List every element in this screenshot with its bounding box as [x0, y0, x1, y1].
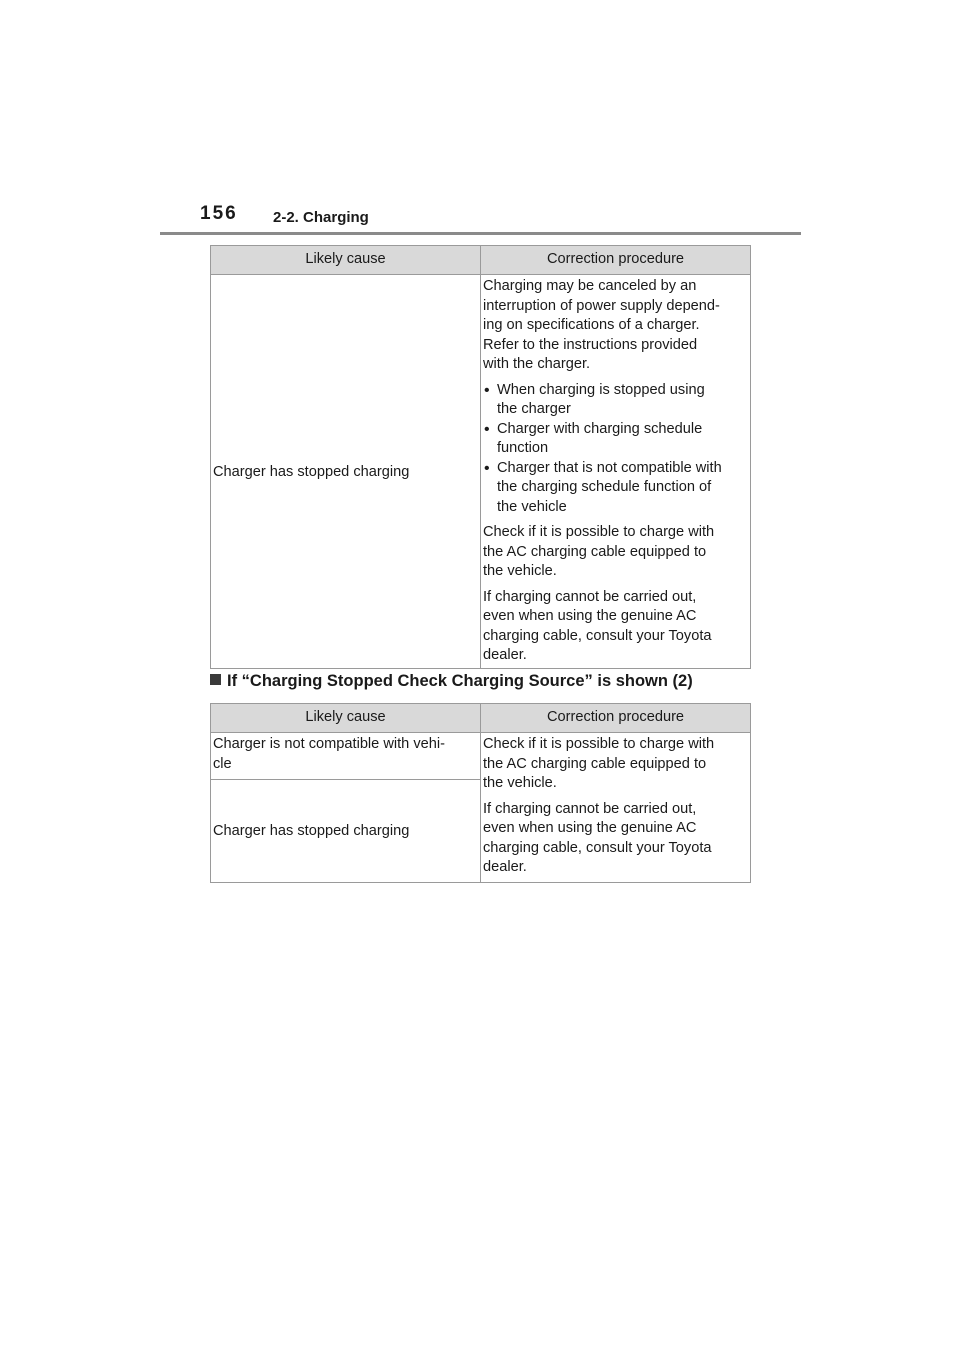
- text-line: function: [497, 440, 549, 456]
- text-line: the charging schedule function of: [497, 479, 712, 495]
- text-line: Charging may be canceled by an: [483, 278, 697, 294]
- check-paragraph: [483, 523, 748, 582]
- table-row: [211, 275, 751, 669]
- text-line: If charging cannot be carried out,: [483, 800, 697, 817]
- correction-procedure-cell: [481, 275, 751, 669]
- text-line: • Charger that is not compatible with: [497, 459, 722, 476]
- text-line: Refer to the instructions provided: [483, 336, 698, 353]
- likely-cause-cell: [211, 275, 481, 669]
- text-line: ing on specifications of a charger.: [483, 317, 700, 333]
- header-correction-procedure: Correction procedure: [481, 704, 751, 733]
- page-number: 156: [200, 203, 238, 224]
- section-subheading: [210, 672, 693, 691]
- text-line: with the charger.: [483, 356, 591, 372]
- bullet-item: [483, 459, 748, 518]
- intro-paragraph: [483, 277, 748, 375]
- text-line: • Charger with charging schedule: [497, 420, 703, 437]
- text-line: the vehicle.: [483, 563, 557, 579]
- text-line: interruption of power supply depend-: [483, 297, 720, 314]
- bullet-item: [483, 420, 748, 459]
- text-line: dealer.: [483, 647, 527, 663]
- troubleshooting-table-2: [210, 703, 751, 883]
- likely-cause-cell: [211, 733, 481, 780]
- text-line: charging cable, consult your Toyota: [483, 627, 712, 644]
- subheading-text: If “Charging Stopped Check Charging Source” is shown (2): [227, 672, 693, 690]
- text-line: Charger is not compatible with vehi-: [213, 736, 445, 752]
- consult-paragraph: [483, 800, 748, 878]
- header-likely-cause: Likely cause: [211, 246, 481, 275]
- consult-paragraph: [483, 588, 748, 666]
- header-correction-procedure: Correction procedure: [481, 246, 751, 275]
- text-line: charging cable, consult your Toyota: [483, 839, 712, 856]
- text-line: dealer.: [483, 859, 527, 875]
- text-line: If charging cannot be carried out,: [483, 588, 697, 605]
- likely-cause-text: Charger has stopped charging: [213, 463, 410, 480]
- section-title: 2-2. Charging: [273, 209, 369, 226]
- table-header-row: [211, 704, 751, 733]
- header-likely-cause: Likely cause: [211, 704, 481, 733]
- text-line: the vehicle.: [483, 775, 557, 791]
- table-row: [211, 733, 751, 780]
- text-line: even when using the genuine AC: [483, 820, 697, 836]
- text-line: the AC charging cable equipped to: [483, 543, 707, 560]
- text-line: even when using the genuine AC: [483, 608, 697, 624]
- header-rule: [160, 232, 801, 235]
- likely-cause-text: Charger has stopped charging: [213, 823, 410, 840]
- text-line: Check if it is possible to charge with: [483, 736, 715, 752]
- text-line: • When charging is stopped using: [497, 381, 705, 398]
- bullet-list: [483, 381, 748, 518]
- likely-cause-cell: [211, 780, 481, 883]
- correction-procedure-cell: [481, 733, 751, 883]
- bullet-item: [483, 381, 748, 420]
- troubleshooting-table-1: [210, 245, 751, 669]
- text-line: cle: [213, 755, 232, 772]
- square-bullet-icon: [210, 674, 221, 685]
- check-paragraph: [483, 735, 748, 794]
- text-line: the charger: [497, 401, 571, 417]
- text-line: Check if it is possible to charge with: [483, 524, 715, 540]
- text-line: the AC charging cable equipped to: [483, 755, 707, 772]
- table-header-row: [211, 246, 751, 275]
- text-line: the vehicle: [497, 498, 567, 515]
